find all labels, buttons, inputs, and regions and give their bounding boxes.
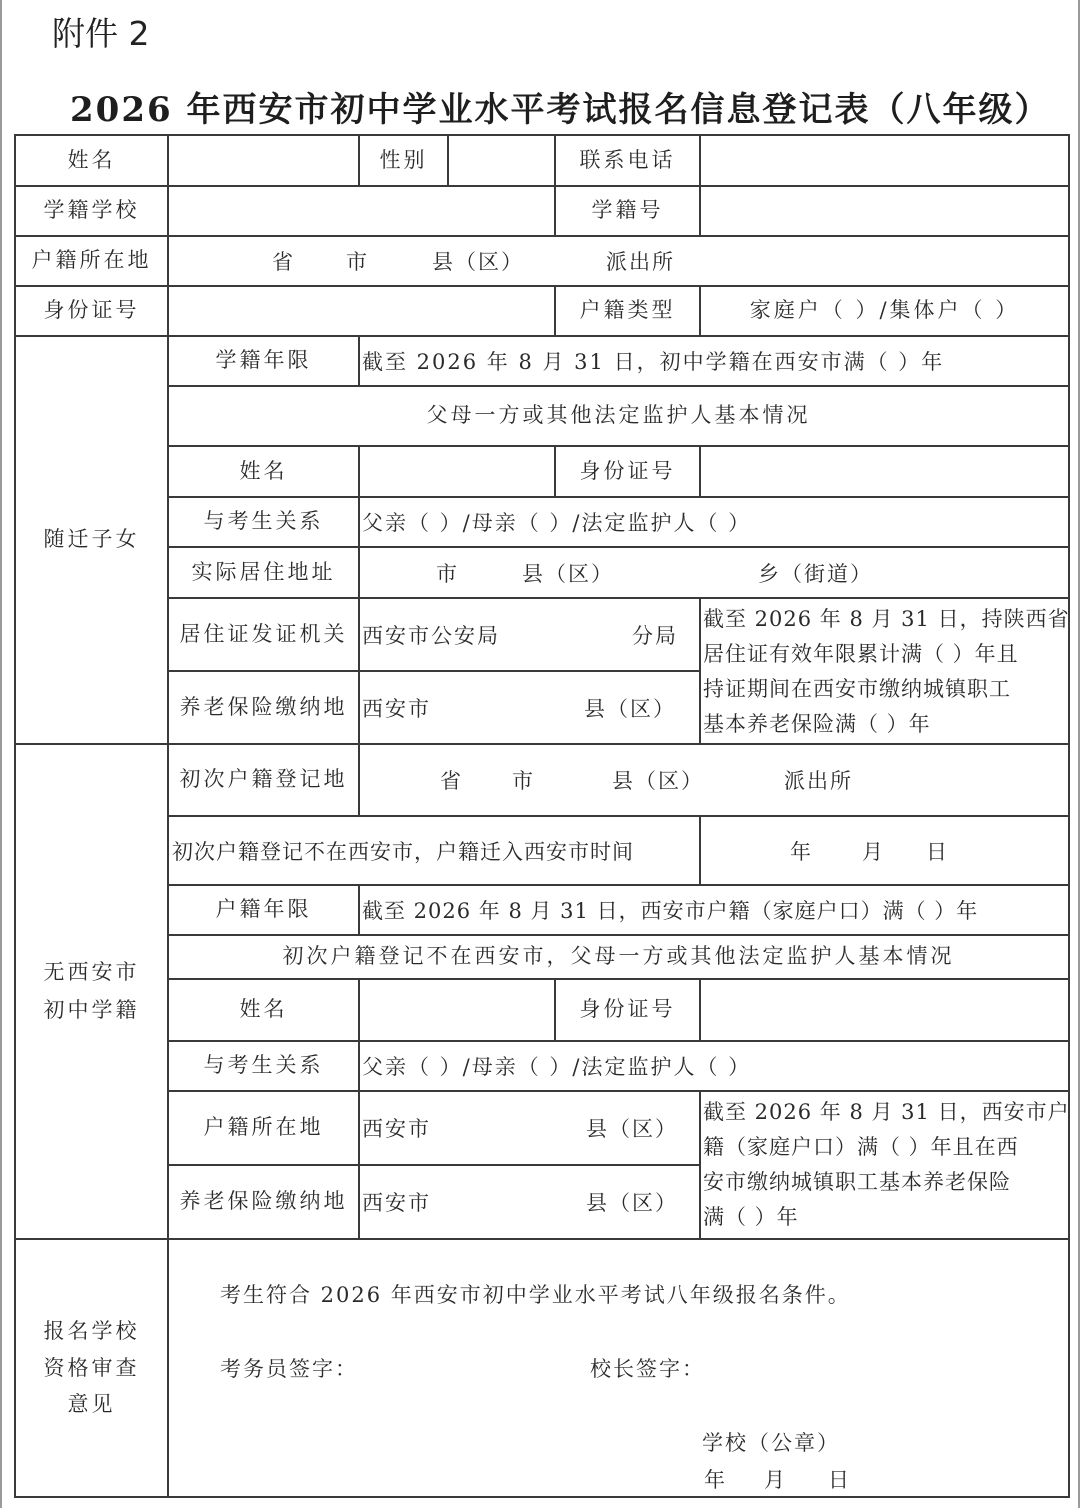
form-title: 2026 年西安市初中学业水平考试报名信息登记表（八年级） xyxy=(70,90,1051,130)
label-id-number: 身份证号 xyxy=(43,298,140,323)
choice-relation[interactable]: 父亲（ ）/母亲（ ）/法定监护人（ ） xyxy=(362,511,752,535)
section-nonlocal-label: 无西安市 初中学籍 xyxy=(43,960,140,1022)
text-move-month: 月 xyxy=(862,839,885,864)
text-permit-authority[interactable]: 西安市公安局 xyxy=(362,623,500,648)
label-school: 学籍学校 xyxy=(43,198,140,223)
choice-nl-relation[interactable]: 父亲（ ）/母亲（ ）/法定监护人（ ） xyxy=(362,1055,752,1079)
text-first-city: 市 xyxy=(512,769,535,793)
input-school[interactable] xyxy=(169,187,554,235)
text-addr-county: 县（区） xyxy=(522,561,614,586)
text-first-police: 派出所 xyxy=(784,769,853,793)
text-review-year: 年 xyxy=(704,1468,727,1492)
input-student-no[interactable] xyxy=(701,187,1068,235)
label-first-registration: 初次户籍登记地 xyxy=(179,767,348,792)
input-id-number[interactable] xyxy=(169,287,554,335)
text-nl-hukou-county: 县（区） xyxy=(586,1117,678,1141)
text-first-province: 省 xyxy=(440,769,463,793)
text-province: 省 xyxy=(272,250,295,274)
text-review-day: 日 xyxy=(828,1468,851,1492)
label-hukou-location: 户籍所在地 xyxy=(31,248,152,273)
text-pension-county: 县（区） xyxy=(584,696,676,721)
label-hukou-years: 户籍年限 xyxy=(215,897,312,922)
text-review-month: 月 xyxy=(764,1468,787,1492)
label-gender: 性别 xyxy=(379,147,428,172)
text-hukou-years[interactable]: 截至 2026 年 8 月 31 日，西安市户籍（家庭户口）满（ ）年 xyxy=(362,899,979,923)
text-nl-hukou-city[interactable]: 西安市 xyxy=(362,1117,431,1141)
school-seal: 学校（公章） xyxy=(702,1431,840,1455)
label-nl-pension-place: 养老保险缴纳地 xyxy=(179,1189,348,1214)
text-nl-pension-city[interactable]: 西安市 xyxy=(362,1191,431,1215)
label-relation: 与考生关系 xyxy=(203,509,324,534)
label-nl-relation: 与考生关系 xyxy=(203,1053,324,1078)
principal-signature[interactable]: 校长签字： xyxy=(590,1357,705,1381)
label-permit-authority: 居住证发证机关 xyxy=(179,621,348,646)
text-county: 县（区） xyxy=(432,250,524,274)
migrant-guardian-header: 父母一方或其他法定监护人基本情况 xyxy=(426,403,811,428)
text-police-station: 派出所 xyxy=(606,250,675,274)
text-first-county: 县（区） xyxy=(612,769,704,793)
nonlocal-note: 截至 2026 年 8 月 31 日，西安市户 籍（家庭户口）满（ ）年且在西 安市缴纳城镇职工基本养老保险 满（ ）年 xyxy=(703,1100,1070,1229)
text-enroll-years[interactable]: 截至 2026 年 8 月 31 日，初中学籍在西安市满（ ）年 xyxy=(362,350,945,374)
text-move-year: 年 xyxy=(790,839,813,864)
label-nl-guardian-id: 身份证号 xyxy=(579,997,676,1022)
section-migrant-label: 随迁子女 xyxy=(43,527,140,552)
label-guardian-name: 姓名 xyxy=(239,458,288,483)
text-pension-city[interactable]: 西安市 xyxy=(362,696,431,721)
text-addr-street: 乡（街道） xyxy=(758,561,873,586)
label-guardian-id: 身份证号 xyxy=(579,458,676,483)
text-city: 市 xyxy=(346,250,369,274)
label-student-no: 学籍号 xyxy=(591,198,664,223)
input-nl-guardian-id[interactable] xyxy=(701,980,1068,1040)
migrant-note: 截至 2026 年 8 月 31 日，持陕西省 居住证有效年限累计满（ ）年且 持证期间在西安市缴纳城镇职工 基本养老保险满（ ）年 xyxy=(703,607,1070,736)
examiner-signature[interactable]: 考务员签字： xyxy=(220,1357,358,1381)
label-hukou-type: 户籍类型 xyxy=(579,298,676,323)
text-permit-branch: 分局 xyxy=(632,623,678,648)
input-gender[interactable] xyxy=(449,136,554,185)
label-enroll-years: 学籍年限 xyxy=(215,348,312,373)
label-nl-guardian-name: 姓名 xyxy=(239,997,288,1022)
label-pension-place: 养老保险缴纳地 xyxy=(179,694,348,719)
text-addr-city: 市 xyxy=(436,561,459,586)
section-review-label: 报名学校 资格审查 意见 xyxy=(43,1318,140,1417)
input-guardian-name[interactable] xyxy=(360,447,554,496)
label-address: 实际居住地址 xyxy=(191,559,336,584)
label-phone: 联系电话 xyxy=(579,147,676,172)
label-name: 姓名 xyxy=(67,147,116,172)
input-phone[interactable] xyxy=(701,136,1068,185)
attachment-label: 附件 2 xyxy=(52,14,150,53)
text-move-day: 日 xyxy=(926,839,949,864)
input-guardian-id[interactable] xyxy=(701,447,1068,496)
text-nl-pension-county: 县（区） xyxy=(586,1191,678,1215)
review-statement: 考生符合 2026 年西安市初中学业水平考试八年级报名条件。 xyxy=(220,1283,851,1307)
label-move-in-time: 初次户籍登记不在西安市，户籍迁入西安市时间 xyxy=(172,839,634,864)
nonlocal-guardian-header: 初次户籍登记不在西安市，父母一方或其他法定监护人基本情况 xyxy=(282,944,955,969)
input-name[interactable] xyxy=(169,136,358,185)
label-nl-hukou-location: 户籍所在地 xyxy=(203,1115,324,1140)
input-nl-guardian-name[interactable] xyxy=(360,980,554,1040)
choice-hukou-type[interactable]: 家庭户（ ）/集体户（ ） xyxy=(749,298,1020,323)
